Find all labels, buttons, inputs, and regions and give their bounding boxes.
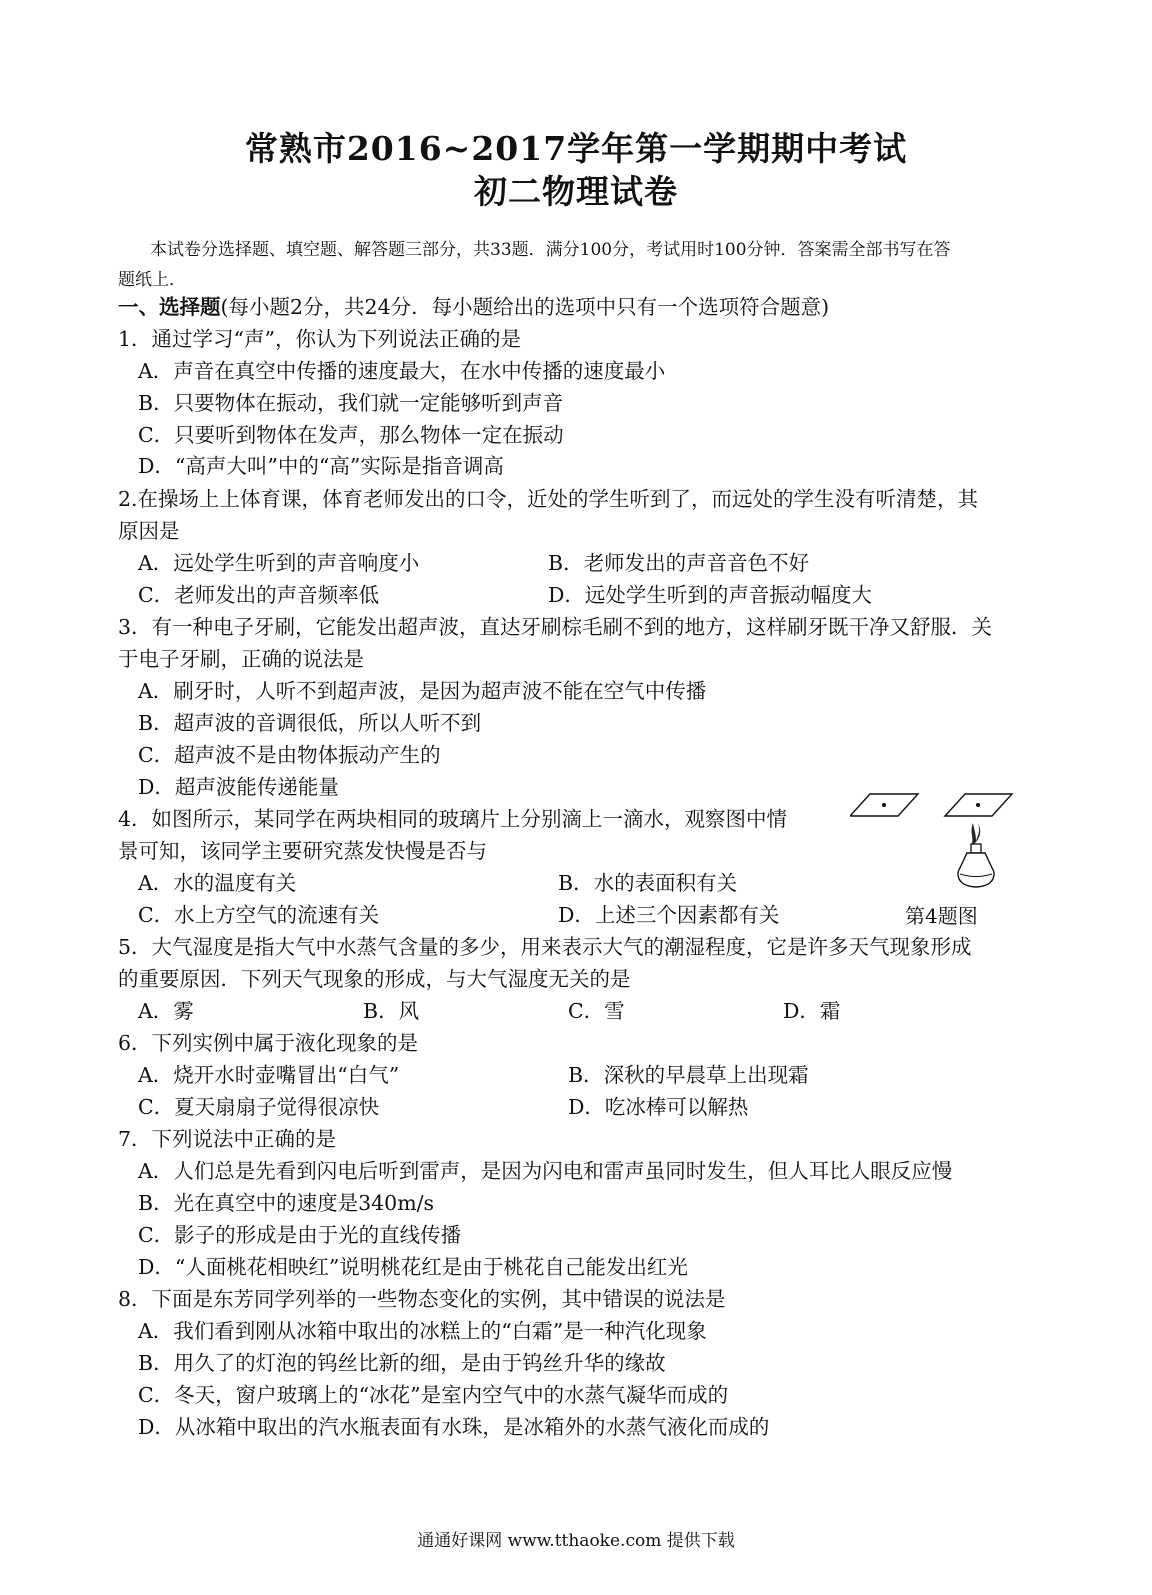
q3-stem-line-2: 于电子牙刷，正确的说法是 xyxy=(118,647,364,671)
q2-option-a: A．远处学生听到的声音响度小 xyxy=(138,551,420,575)
q5-stem-line-2: 的重要原因．下列天气现象的形成，与大气湿度无关的是 xyxy=(118,967,631,991)
q7-option-b: B．光在真空中的速度是340m/s xyxy=(138,1191,435,1215)
q7-option-d: D．“人面桃花相映红”说明桃花红是由于桃花自己能发出红光 xyxy=(138,1255,688,1279)
q2-stem-line-2: 原因是 xyxy=(118,519,180,543)
q3-option-a: A．刷牙时，人听不到超声波，是因为超声波不能在空气中传播 xyxy=(138,679,707,703)
q4-option-b: B．水的表面积有关 xyxy=(558,871,738,895)
q4-option-d: D．上述三个因素都有关 xyxy=(558,903,780,927)
q1-option-d: D．“高声大叫”中的“高”实际是指音调高 xyxy=(138,454,504,478)
section-label: 一、选择题 xyxy=(118,295,221,319)
q8-option-b: B．用久了的灯泡的钨丝比新的细，是由于钨丝升华的缘故 xyxy=(138,1351,666,1375)
intro-line-1: 本试卷分选择题、填空题、解答题三部分，共33题．满分100分，考试用时100分钟．答案需全部书写在答 xyxy=(150,240,951,260)
glass-plate-left xyxy=(850,794,918,816)
q3-option-b: B．超声波的音调很低，所以人听不到 xyxy=(138,711,482,735)
q6-stem: 6．下列实例中属于液化现象的是 xyxy=(118,1031,419,1055)
q4-stem-line-1: 4．如图所示，某同学在两块相同的玻璃片上分别滴上一滴水，观察图中情 xyxy=(118,807,788,831)
q7-option-c: C．影子的形成是由于光的直线传播 xyxy=(138,1223,462,1247)
q6-option-d: D．吃冰棒可以解热 xyxy=(568,1095,749,1119)
q6-option-b: B．深秋的早晨草上出现霜 xyxy=(568,1063,809,1087)
section-heading xyxy=(118,293,829,321)
q4-figure xyxy=(850,786,1020,916)
glass-plate-right xyxy=(945,794,1012,816)
q1-option-a: A．声音在真空中传播的速度最大，在水中传播的速度最小 xyxy=(138,359,666,383)
q8-option-a: A．我们看到刚从冰箱中取出的冰糕上的“白霜”是一种汽化现象 xyxy=(138,1319,707,1343)
page-footer: 通通好课网 www.tthaoke.com 提供下载 xyxy=(417,1531,735,1551)
q1-stem: 1．通过学习“声”，你认为下列说法正确的是 xyxy=(118,327,522,351)
intro-line-2: 题纸上． xyxy=(118,270,186,290)
q4-option-a: A．水的温度有关 xyxy=(138,871,297,895)
q6-option-a: A．烧开水时壶嘴冒出“白气” xyxy=(138,1063,400,1087)
q4-option-c: C．水上方空气的流速有关 xyxy=(138,903,380,927)
section-note: (每小题2分，共24分．每小题给出的选项中只有一个选项符合题意) xyxy=(220,295,830,319)
exam-subtitle: 初二物理试卷 xyxy=(474,172,678,211)
q2-stem-line-1: 2.在操场上上体育课，体育老师发出的口令，近处的学生听到了，而远处的学生没有听清楚，其 xyxy=(118,487,979,511)
q2-option-d: D．远处学生听到的声音振动幅度大 xyxy=(548,583,872,607)
exam-title: 常熟市2016~2017学年第一学期期中考试 xyxy=(244,129,908,168)
q3-option-d: D．超声波能传递能量 xyxy=(138,775,339,799)
q7-option-a: A．人们总是先看到闪电后听到雷声，是因为闪电和雷声虽同时发生，但人耳比人眼反应慢 xyxy=(138,1159,953,1183)
q5-stem-line-1: 5．大气湿度是指大气中水蒸气含量的多少，用来表示大气的潮湿程度，它是许多天气现象形成 xyxy=(118,935,972,959)
q5-option-c: C．雪 xyxy=(568,999,625,1023)
q5-option-b: B．风 xyxy=(363,999,420,1023)
q8-option-d: D．从冰箱中取出的汽水瓶表面有水珠，是冰箱外的水蒸气液化而成的 xyxy=(138,1415,770,1439)
q1-option-b: B．只要物体在振动，我们就一定能够听到声音 xyxy=(138,391,564,415)
q2-option-c: C．老师发出的声音频率低 xyxy=(138,583,380,607)
alcohol-lamp-icon xyxy=(958,823,994,887)
q7-stem: 7．下列说法中正确的是 xyxy=(118,1127,337,1151)
q2-option-b: B．老师发出的声音音色不好 xyxy=(548,551,810,575)
q5-option-d: D．霜 xyxy=(783,999,841,1023)
q3-option-c: C．超声波不是由物体振动产生的 xyxy=(138,743,441,767)
q1-option-c: C．只要听到物体在发声，那么物体一定在振动 xyxy=(138,423,564,447)
q4-stem-line-2: 景可知，该同学主要研究蒸发快慢是否与 xyxy=(118,839,487,863)
q8-stem: 8．下面是东芳同学列举的一些物态变化的实例，其中错误的说法是 xyxy=(118,1287,726,1311)
q3-stem-line-1: 3．有一种电子牙刷，它能发出超声波，直达牙刷棕毛刷不到的地方，这样刷牙既干净又舒服．关 xyxy=(118,615,993,639)
q5-option-a: A．雾 xyxy=(138,999,194,1023)
q8-option-c: C．冬天，窗户玻璃上的“冰花”是室内空气中的水蒸气凝华而成的 xyxy=(138,1383,729,1407)
q6-option-c: C．夏天扇扇子觉得很凉快 xyxy=(138,1095,380,1119)
q4-figure-caption: 第4题图 xyxy=(905,904,978,928)
